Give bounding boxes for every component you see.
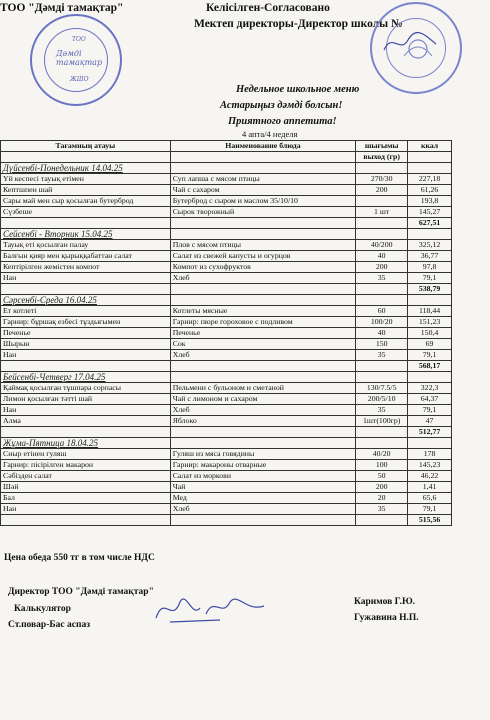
cell-c4: 151,23 [408,317,452,328]
cell-c2 [170,163,356,174]
col-header-kz: Тағамның атауы [1,141,171,152]
total-row [1,218,452,229]
cell-c1 [1,515,171,526]
table-row [1,383,452,394]
cell-c2: Яблоко [170,416,356,427]
cell-c1: Сары май мен сыр қосылған бутерброд [1,196,171,207]
menu-table [0,140,452,526]
cell-c4: 568,17 [408,361,452,372]
cell-c3 [356,295,408,306]
company-name: ТОО "Дәмді тамақтар" [0,2,124,14]
cell-c4: 150,4 [408,328,452,339]
menu-title: Недельное школьное меню [236,84,360,95]
cell-c2: Гарнир: пюре гороховое с подливом [170,317,356,328]
cell-c4: 178 [408,449,452,460]
day-row [1,229,452,240]
cell-c4 [408,295,452,306]
cell-c3: 270/30 [356,174,408,185]
day-row [1,372,452,383]
cell-c2: Печенье [170,328,356,339]
cell-c3 [356,515,408,526]
cell-c3: 60 [356,306,408,317]
cell-c2: Котлеты мясные [170,306,356,317]
cell-c1: Нан [1,504,171,515]
approval-title: Келісілген-Согласовано [206,2,330,14]
footer-signatures [150,588,270,628]
chef-name: Гужавина Н.П. [354,613,419,623]
cell-c1: Балғын қияр мен қырыққабаттан салат [1,251,171,262]
cell-c4: 79,1 [408,504,452,515]
cell-c2 [170,438,356,449]
table-row [1,449,452,460]
cell-c2: Хлеб [170,405,356,416]
cell-c2 [170,427,356,438]
col-header-kcal: ккал [408,141,452,152]
table-row [1,339,452,350]
cell-c4: 36,77 [408,251,452,262]
table-row [1,405,452,416]
table-subheader-row [1,152,452,163]
table-row [1,504,452,515]
table-row [1,240,452,251]
cell-c1 [1,427,171,438]
cell-c3: 1шт(100гр) [356,416,408,427]
cell-c2 [170,229,356,240]
cell-c4: 61,26 [408,185,452,196]
cell-c3 [356,361,408,372]
table-row [1,350,452,361]
cell-c1: Дүйсенбі-Понедельник 14.04.25 [1,163,171,174]
cell-c4: 79,1 [408,350,452,361]
cell-c3: 200 [356,185,408,196]
cell-c2 [170,515,356,526]
cell-c3 [356,284,408,295]
chef-label: Ст.повар-Бас аспаз [8,620,91,630]
table-row [1,273,452,284]
approval-subtitle: Мектеп директоры-Директор школы № [194,18,403,30]
calculator-label: Калькулятор [14,604,71,614]
cell-c1: Лимон қосылған тәтті шай [1,394,171,405]
cell-c2 [170,284,356,295]
cell-c2: Бутерброд с сыром и маслом 35/10/10 [170,196,356,207]
cell-c2: Чай [170,482,356,493]
table-row [1,251,452,262]
cell-c1: Кептшпен шай [1,185,171,196]
cell-c2: Салат из свежей капусты и огурцов [170,251,356,262]
cell-c3: 20 [356,493,408,504]
cell-c1: Жұма-Пятница 18.04.25 [1,438,171,449]
cell-c2: Плов с мясом птицы [170,240,356,251]
table-row [1,482,452,493]
cell-c4: 145,27 [408,207,452,218]
cell-c3: 150 [356,339,408,350]
cell-c1 [1,218,171,229]
cell-c3: 100 [356,460,408,471]
cell-c3 [356,218,408,229]
cell-c4: 1,41 [408,482,452,493]
cell-c3: 200 [356,262,408,273]
col-header-yield: шығымы [356,141,408,152]
cell-c3 [356,196,408,207]
cell-c1: Бейсенбі-Четверг 17.04.25 [1,372,171,383]
cell-c3: 50 [356,471,408,482]
day-row [1,295,452,306]
cell-c2: Хлеб [170,504,356,515]
cell-c1: Тауық еті қосылған палау [1,240,171,251]
cell-c2: Пельмени с бульоном и сметаной [170,383,356,394]
cell-c4: 325,12 [408,240,452,251]
cell-c3: 40 [356,251,408,262]
cell-c4 [408,372,452,383]
director-label: Директор ТОО "Дәмді тамақтар" [8,587,154,597]
cell-c2: Гуляш из мяса говядины [170,449,356,460]
table-row [1,306,452,317]
table-row [1,174,452,185]
table-header-row [1,141,452,152]
table-row [1,394,452,405]
cell-c1: Нан [1,350,171,361]
menu-greeting-kz: Астарыңыз дәмді болсын! [220,100,343,111]
cell-c3: 100/20 [356,317,408,328]
director-name: Каримов Г.Ю. [354,597,416,607]
total-row [1,361,452,372]
cell-c3 [356,438,408,449]
cell-c3: 35 [356,405,408,416]
cell-c1: Гарнир: бұршақ езбесі тұздығымен [1,317,171,328]
cell-c4: 69 [408,339,452,350]
cell-c3: 40/200 [356,240,408,251]
total-row [1,427,452,438]
cell-c3: 130/7.5/5 [356,383,408,394]
cell-c4: 79,1 [408,273,452,284]
cell-c4: 145,23 [408,460,452,471]
cell-c4: 538,79 [408,284,452,295]
cell-c3: 35 [356,504,408,515]
table-row [1,262,452,273]
cell-c4 [408,229,452,240]
cell-c2: Сырок творожный [170,207,356,218]
cell-c1: Үй кеспесі тауық етімен [1,174,171,185]
cell-c1: Гарнир: пісірілген макарон [1,460,171,471]
company-stamp: ТОО Дәмді тамақтар ЖШО [30,14,122,106]
cell-c1: Сәрсенбі-Среда 16.04.25 [1,295,171,306]
cell-c3 [356,163,408,174]
col-header-ru: Наименование блюда [170,141,356,152]
table-row [1,328,452,339]
cell-c1 [1,361,171,372]
cell-c4: 64,37 [408,394,452,405]
approval-signature [380,28,440,58]
cell-c3: 1 шт [356,207,408,218]
cell-c2: Салат из моркови [170,471,356,482]
cell-c1: Алма [1,416,171,427]
cell-c4: 627,51 [408,218,452,229]
cell-c2: Хлеб [170,350,356,361]
cell-c2 [170,218,356,229]
price-note: Цена обеда 550 тг в том числе НДС [4,553,155,563]
cell-c2: Компот из сухофруктов [170,262,356,273]
cell-c2: Чай с сахаром [170,185,356,196]
cell-c1: Сейсенбі - Вторник 15.04.25 [1,229,171,240]
cell-c3: 200/5/10 [356,394,408,405]
cell-c2: Мед [170,493,356,504]
cell-c1: Бал [1,493,171,504]
table-row [1,185,452,196]
cell-c1: Печенье [1,328,171,339]
cell-c4: 193,8 [408,196,452,207]
table-row [1,416,452,427]
cell-c3 [356,229,408,240]
table-row [1,493,452,504]
table-row [1,471,452,482]
cell-c1: Сәбізден салат [1,471,171,482]
cell-c1: Шырын [1,339,171,350]
table-row [1,460,452,471]
cell-c1: Ет котлеті [1,306,171,317]
cell-c3: 200 [356,482,408,493]
cell-c4: 118,44 [408,306,452,317]
week-label: 4 апта/4 неделя [242,129,298,139]
cell-c1: Қаймақ қосылған тұшпара сорпасы [1,383,171,394]
cell-c2 [170,361,356,372]
cell-c2: Хлеб [170,273,356,284]
cell-c1: Кептірілген жемістен компот [1,262,171,273]
cell-c4: 47 [408,416,452,427]
cell-c3: 35 [356,273,408,284]
cell-c2: Сок [170,339,356,350]
day-row [1,438,452,449]
cell-c4 [408,163,452,174]
cell-c3 [356,372,408,383]
cell-c4: 65,6 [408,493,452,504]
col-subheader-yield: выход (гр) [356,152,408,163]
cell-c2: Гарнир: макароны отварные [170,460,356,471]
cell-c1: Сиыр етінен гуляш [1,449,171,460]
cell-c2 [170,295,356,306]
cell-c4: 46,22 [408,471,452,482]
cell-c1: Сүзбеше [1,207,171,218]
cell-c4 [408,438,452,449]
cell-c3: 40 [356,328,408,339]
cell-c1: Шәй [1,482,171,493]
table-row [1,207,452,218]
cell-c4: 97,8 [408,262,452,273]
cell-c4: 512,77 [408,427,452,438]
cell-c2: Чай с лимоном и сахаром [170,394,356,405]
cell-c2 [170,372,356,383]
cell-c1: Нан [1,273,171,284]
table-row [1,317,452,328]
cell-c3: 35 [356,350,408,361]
cell-c2: Суп лапша с мясом птицы [170,174,356,185]
cell-c4: 515,56 [408,515,452,526]
cell-c1: Нан [1,405,171,416]
cell-c3: 40/20 [356,449,408,460]
cell-c4: 322,3 [408,383,452,394]
cell-c3 [356,427,408,438]
cell-c1 [1,284,171,295]
table-row [1,196,452,207]
menu-greeting-ru: Приятного аппетита! [228,116,337,127]
total-row [1,284,452,295]
cell-c4: 227,18 [408,174,452,185]
total-row [1,515,452,526]
cell-c4: 79,1 [408,405,452,416]
day-row [1,163,452,174]
